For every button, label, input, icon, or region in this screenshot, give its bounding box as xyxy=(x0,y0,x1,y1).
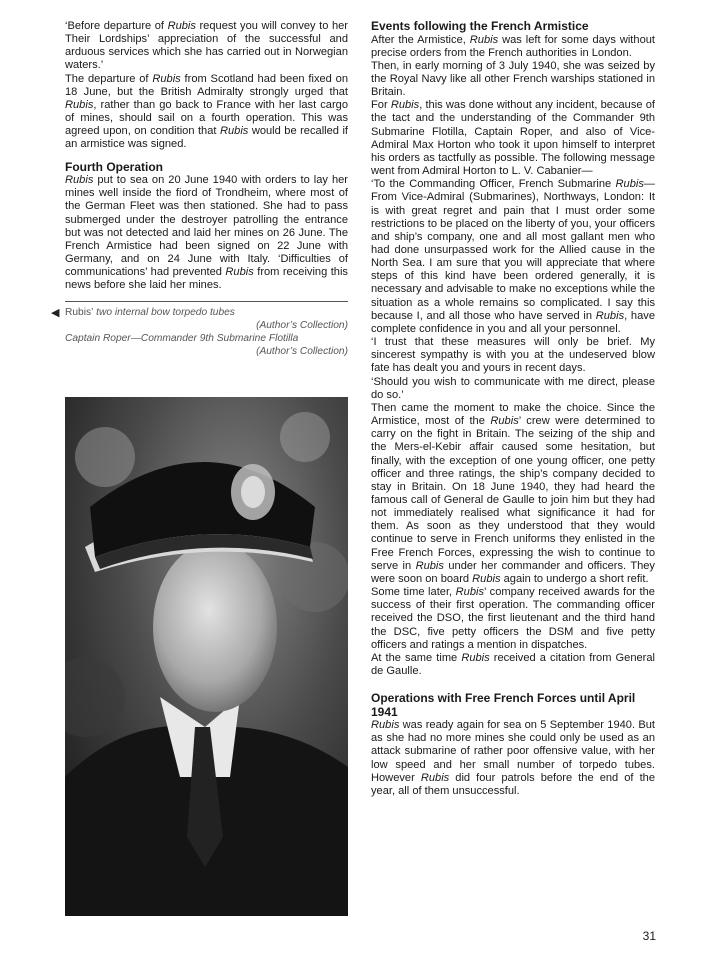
portrait-photo xyxy=(65,397,348,916)
captions xyxy=(51,307,348,358)
page-number: 31 xyxy=(642,929,656,943)
paragraph: After the Armistice, Rubis was left for some days without precise orders from the French authorities in London. xyxy=(371,33,655,59)
right-column xyxy=(371,20,655,798)
left-pointing-triangle-icon: ◀ xyxy=(51,307,60,320)
caption-subject: Rubis’ xyxy=(65,307,94,319)
paragraph: At the same time Rubis received a citation from General de Gaulle. xyxy=(371,651,655,677)
caption-credit: (Author’s Collection) xyxy=(256,320,348,332)
paragraph: Some time later, Rubis’ company received awards for the success of their first operation. The commanding officer received the DSO, the first lieutenant and the third hand the DSC, five petty officers the DSM and five petty officers and ratings a mention in dispatches. xyxy=(371,586,655,651)
section-heading: Events following the French Armistice xyxy=(371,19,589,33)
caption-2: Captain Roper—Commander 9th Submarine Flotilla xyxy=(65,333,299,345)
paragraph: Then, in early morning of 3 July 1940, she was seized by the Royal Navy like all other French warships stationed in Britain. xyxy=(371,59,655,99)
section-heading: Operations with Free French Forces until April 1941 xyxy=(371,691,636,719)
section-heading: Fourth Operation xyxy=(65,159,163,174)
caption-credit: (Author’s Collection) xyxy=(256,345,348,357)
paragraph: Rubis put to sea on 20 June 1940 with orders to lay her mines well inside the fiord of Trondheim, where most of the German Fleet was then stationed. She had to pass submerged under the destroyer patrolling the entrance but was not detected and laid her mines on 26 June. The French Armistice had been signed on 22 June with Germany, and on 24 June with Italy. ‘Difficulties of communications’ had prevented Rubis from receiving this news before she laid her mines. xyxy=(65,174,348,292)
paragraph: Rubis was ready again for sea on 5 September 1940. But as she had no more mines she could only be used as an attack submarine of rather poor offensive value, with her low speed and her small number of torpedo tubes. However Rubis did four patrols before the end of the year, all of them unsuccessful. xyxy=(371,719,656,797)
paragraph: For Rubis, this was done without any incident, because of the tact and the understanding of the Commander 9th Submarine Flotilla, Captain Roper, and also of Vice-Admiral Max Horton who took it upon himself to interpret his orders as tactfully as possible. The following message went from Admiral Horton to L. V. Cabanier— xyxy=(371,99,655,178)
paragraph: The departure of Rubis from Scotland had been fixed on 18 June, but the British Admiralty strongly urged that Rubis, rather than go back to France with her last cargo of mines, should sail on a fourth operation. This was agreed upon, on condition that Rubis would be recalled if an armistice was signed. xyxy=(65,72,348,151)
paragraph: ‘Should you wish to communicate with me direct, please do so.’ xyxy=(371,375,655,401)
divider xyxy=(65,301,348,302)
paragraph: Then came the moment to make the choice. Since the Armistice, most of the Rubis’ crew were determined to carry on the fight in Britain. The seizing of the ship and the Mers-el-Kebir affair caused some hesitation, but finally, with the exception of one young officer, one petty officer and three ratings, the ship’s company decided to stay in Britain. On 18 June 1940, they had heard the famous call of General de Gaulle to join him but they had not immediately realised what significance it had for them. As soon as they understood that they would continue to serve in French uniforms they enlisted in the Free French Forces, expressing the wish to continue to serve in Rubis under her commander and officers. They were soon on board Rubis again to undergo a short refit. xyxy=(371,401,655,585)
caption-text: two internal bow torpedo tubes xyxy=(93,307,235,319)
paragraph: ‘I trust that these measures will only be brief. My sincerest sympathy is with you at the undeserved blow fate has dealt you and yours in recent days. xyxy=(371,336,655,375)
paragraph: ‘Before departure of Rubis request you will convey to her Their Lordships’ appreciation of the successful and arduous services which she has carried out in Norwegian waters.’ xyxy=(65,20,348,72)
portrait-image xyxy=(65,397,348,916)
left-column xyxy=(51,20,348,359)
paragraph: ‘To the Commanding Officer, French Submarine Rubis—From Vice-Admiral (Submarines), Northways, London: It is with great regret and pain that I must order some restrictions to be placed on the liberty of you, your officers and ship’s company, one and all most gallant men who had done unsurpassed work for the Allied cause in the North Sea. I am sure that you will appreciate that where steps of this kind have been ordered generally, it is necessary and advisable to make no exceptions while the situation as a whole remains so complicated. I say this because I, and all those who have served in Rubis, have complete confidence in you and all your personnel. xyxy=(371,178,655,335)
caption-1 xyxy=(51,307,348,320)
